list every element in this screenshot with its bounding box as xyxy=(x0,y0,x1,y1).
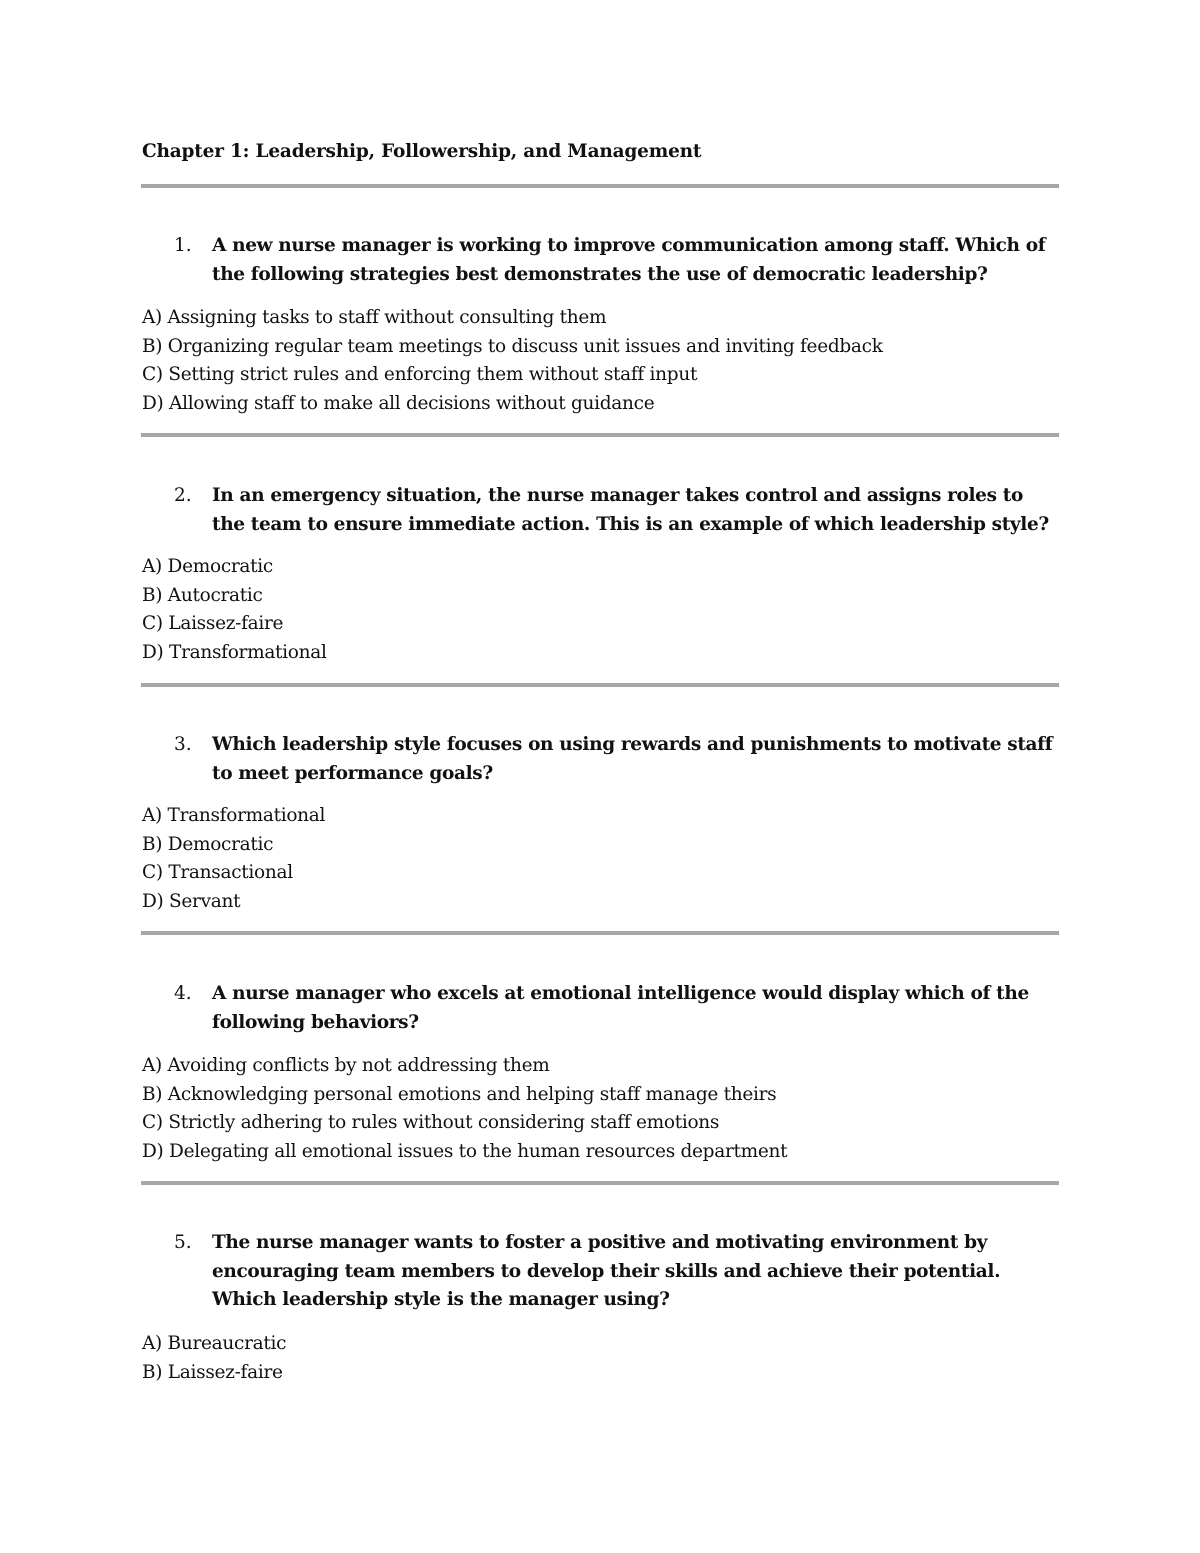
answer-option: C) Transactional xyxy=(142,862,293,883)
divider-rule xyxy=(141,433,1059,437)
answer-option: A) Assigning tasks to staff without consulting them xyxy=(142,307,607,328)
answer-option: C) Laissez-faire xyxy=(142,613,284,634)
answer-option: A) Bureaucratic xyxy=(142,1333,287,1354)
question-text: In an emergency situation, the nurse manager takes control and assigns roles to the team to ensure immediate action. This is an example of which leadership style? xyxy=(212,485,1049,535)
question-number: 1. xyxy=(174,235,192,256)
question-number: 2. xyxy=(174,485,192,506)
divider-rule xyxy=(141,1181,1059,1185)
answer-option: D) Delegating all emotional issues to the human resources department xyxy=(142,1140,788,1162)
answer-option: B) Autocratic xyxy=(142,584,263,606)
divider-rule xyxy=(141,683,1059,687)
answer-option: D) Allowing staff to make all decisions without guidance xyxy=(142,392,655,414)
question-text: A new nurse manager is working to improve communication among staff. Which of the following strategies best demonstrates the use of democratic leadership? xyxy=(212,235,1046,285)
answer-option: B) Acknowledging personal emotions and helping staff manage theirs xyxy=(142,1083,777,1105)
answer-option: A) Avoiding conflicts by not addressing them xyxy=(142,1055,550,1076)
answer-option: B) Organizing regular team meetings to discuss unit issues and inviting feedback xyxy=(142,335,883,357)
answer-option: C) Strictly adhering to rules without considering staff emotions xyxy=(142,1112,720,1133)
answer-option: B) Laissez-faire xyxy=(142,1361,283,1383)
answer-option: A) Transformational xyxy=(142,805,326,826)
answer-options xyxy=(142,304,883,418)
answer-options xyxy=(142,802,325,916)
answer-option: A) Democratic xyxy=(142,556,273,577)
question-text: The nurse manager wants to foster a positive and motivating environment by encouraging team members to develop their skills and achieve their potential. Which leadership style is the manager using? xyxy=(212,1232,1001,1310)
question-number: 4. xyxy=(174,983,192,1004)
answer-options xyxy=(142,553,327,667)
answer-option: B) Democratic xyxy=(142,833,274,855)
answer-option: D) Servant xyxy=(142,890,241,912)
chapter-title: Chapter 1: Leadership, Followership, and Management xyxy=(142,141,702,162)
answer-option: D) Transformational xyxy=(142,641,327,663)
answer-option: C) Setting strict rules and enforcing them without staff input xyxy=(142,364,698,385)
answer-options xyxy=(142,1052,787,1166)
divider-rule xyxy=(141,931,1059,935)
question-number: 3. xyxy=(174,734,192,755)
question-number: 5. xyxy=(174,1232,192,1253)
question-text: Which leadership style focuses on using rewards and punishments to motivate staff to meet performance goals? xyxy=(212,734,1053,784)
answer-options xyxy=(142,1330,286,1387)
divider-rule xyxy=(141,184,1059,188)
question-text: A nurse manager who excels at emotional intelligence would display which of the following behaviors? xyxy=(212,983,1029,1033)
